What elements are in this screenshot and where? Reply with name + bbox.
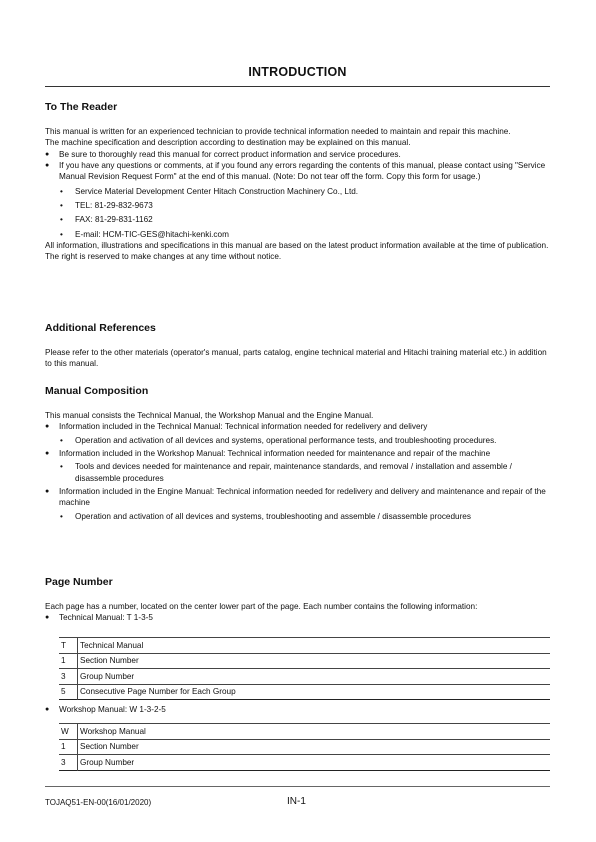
reader-bullet: ● If you have any questions or comments, at if you found any errors regarding the contents of this manual, please contact using "Service Manual Revision Request Form" at the end of this manual. (Note: Do not tear off the form. Copy this form for usage.) [45,160,550,183]
table-key: 1 [59,739,78,755]
references-paragraph: Please refer to the other materials (operator's manual, parts catalog, engine technical material and Hitachi training material etc.) in addition to this manual. [45,348,547,369]
workshop-label-wrap [45,704,550,715]
table-row [59,653,550,669]
footer-page-number: IN-1 [287,796,306,807]
heading-page-number: Page Number [45,576,113,588]
page-title: INTRODUCTION [248,65,347,79]
footer-doc-code: TOJAQ51-EN-00(16/01/2020) [45,798,152,807]
contact-email: • E-mail: HCM-TIC-GES@hitachi-kenki.com [45,229,550,240]
heading-manual-composition: Manual Composition [45,385,149,397]
section-additional-references [45,347,550,370]
table-key: W [59,724,78,740]
title-bar [45,64,550,87]
contact-fax: • FAX: 81-29-831-1162 [45,214,550,225]
table-row [59,724,550,740]
technical-table-wrap [45,637,550,700]
composition-item-engine: ● Information included in the Engine Manual: Technical information needed for redelivery and delivery and maintenance and repair of the machine [45,486,550,509]
table-key: 1 [59,653,78,669]
composition-subitem: • Operation and activation of all devices and systems, troubleshooting and assemble / disassemble procedures [45,511,550,522]
table-key: 3 [59,669,78,685]
table-value: Technical Manual [80,640,144,650]
reader-paragraph-2: The machine specification and description according to destination may be explained on this manual. [45,138,411,148]
table-key: T [59,638,78,654]
table-row [59,669,550,685]
composition-item-workshop: ● Information included in the Workshop Manual: Technical information needed for maintenance and repair of the machine [45,448,550,459]
section-page-number [45,601,550,624]
composition-item-technical: ● Information included in the Technical Manual: Technical information needed for redelivery and delivery [45,421,550,432]
table-row [59,755,550,771]
workshop-table-wrap [45,723,550,771]
table-value: Section Number [80,656,139,666]
reader-paragraph-3: All information, illustrations and specifications in this manual are based on the latest product information available at the time of publication. The right is reserved to make changes at any time without notice. [45,240,549,262]
heading-to-the-reader: To The Reader [45,101,118,113]
workshop-manual-label: ● Workshop Manual: W 1-3-2-5 [45,704,550,715]
contact-tel: • TEL: 81-29-832-9673 [45,200,550,211]
technical-manual-label: ● Technical Manual: T 1-3-5 [45,612,550,623]
page-number-paragraph: Each page has a number, located on the center lower part of the page. Each number contains the following information: [45,602,478,611]
table-row [59,638,550,654]
table-value: Workshop Manual [80,726,146,736]
contact-item: • Service Material Development Center Hitach Construction Machinery Co., Ltd. [45,186,550,197]
table-row [59,684,550,700]
section-to-the-reader [45,126,550,262]
footer-divider [45,786,550,787]
table-key: 3 [59,755,78,771]
composition-subitem: • Operation and activation of all devices and systems, operational performance tests, and troubleshooting procedures. [45,435,550,446]
reader-paragraph-1: This manual is written for an experienced technician to provide technical information needed to maintain and repair this machine. [45,127,511,136]
table-value: Group Number [80,671,135,681]
table-value: Section Number [80,742,139,752]
table-key: 5 [59,684,78,700]
composition-subitem: • Tools and devices needed for maintenance and repair, maintenance standards, and removal / installation and assemble / disassemble procedures [45,461,550,484]
heading-additional-references: Additional References [45,322,156,334]
table-row [59,739,550,755]
table-value: Consecutive Page Number for Each Group [80,687,236,697]
workshop-manual-table [59,723,550,771]
composition-paragraph: This manual consists the Technical Manual, the Workshop Manual and the Engine Manual. [45,411,374,420]
section-manual-composition [45,410,550,522]
technical-manual-table [59,637,550,700]
reader-bullet: ● Be sure to thoroughly read this manual for correct product information and service procedures. [45,149,550,160]
table-value: Group Number [80,757,135,767]
